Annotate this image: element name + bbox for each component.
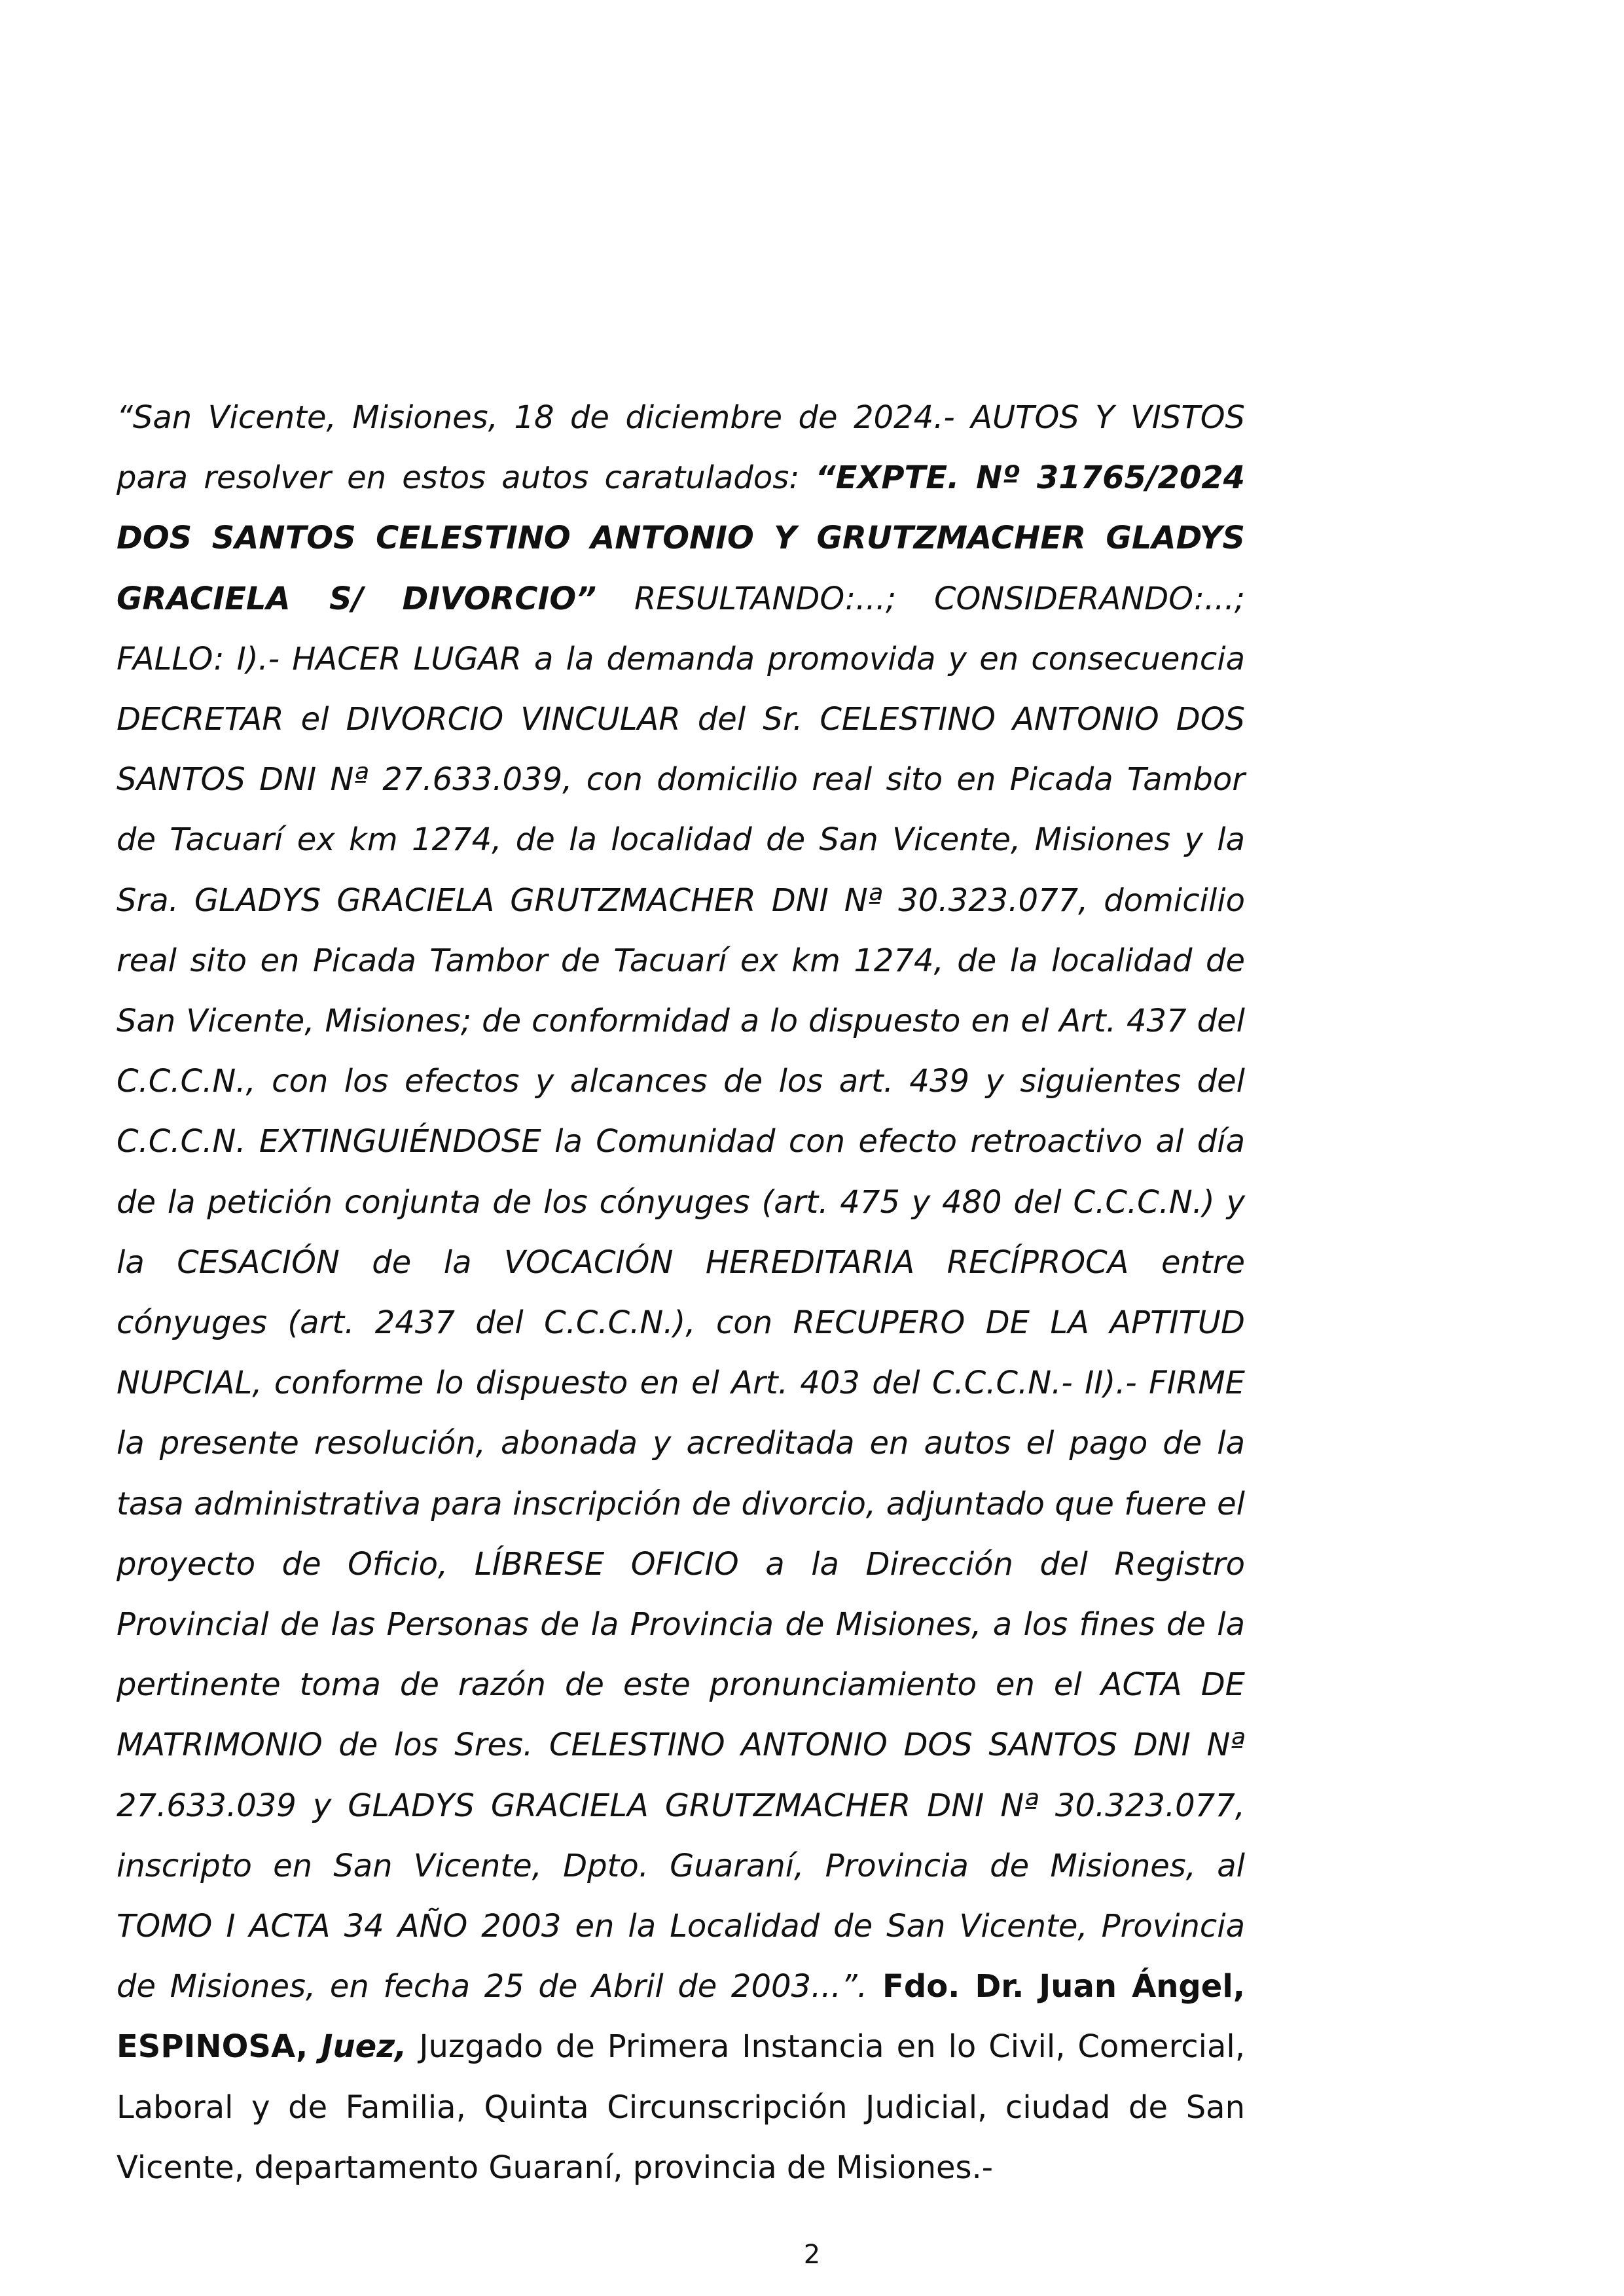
signature-role: Juez, [308,2028,407,2066]
resolution-intro-text: “San Vicente, Misiones, 18 de diciembre de 2024.- AUTOS Y VISTOS para resolver en estos autos caratulados: [117,399,1245,497]
page-number: 2 [803,2240,821,2270]
resolution-paragraph [117,387,1245,2198]
signature-name: Fdo. Dr. Juan Ángel, ESPINOSA, [117,1968,1245,2066]
resolution-ruling-text: RESULTANDO:...; CONSIDERANDO:...; FALLO: I).- HACER LUGAR a la demanda promovida y en consecuencia DECRETAR el DIVORCIO VINCULAR del Sr. CELESTINO ANTONIO DOS SANTOS DNI Nª 27.633.039, con domicilio real sito en Picada Tambor de Tacuarí ex km 1274, de la localidad de San Vicente, Misiones y la Sra. GLADYS GRACIELA GRUTZMACHER DNI Nª 30.323.077, domicilio real sito en Picada Tambor de Tacuarí ex km 1274, de la localidad de San Vicente, Misiones; de conformidad a lo dispuesto en el Art. 437 del C.C.C.N., con los efectos y alcances de los art. 439 y siguientes del C.C.C.N. EXTINGUIÉNDOSE la Comunidad con efecto retroactivo al día de la petición conjunta de los cónyuges (art. 475 y 480 del C.C.C.N.) y la CESACIÓN de la VOCACIÓN HEREDITARIA RECÍPROCA entre cónyuges (art. 2437 del C.C.C.N.), con RECUPERO DE LA APTITUD NUPCIAL, conforme lo dispuesto en el Art. 403 del C.C.C.N.- II).- FIRME la presente resolución, abonada y acreditada en autos el pago de la tasa administrativa para inscripción de divorcio, adjuntado que fuere el proyecto de Oficio, LÍBRESE OFICIO a la Dirección del Registro Provincial de las Personas de la Provincia de Misiones, a los fines de la pertinente toma de razón de este pronunciamiento en el ACTA DE MATRIMONIO de los Sres. CELESTINO ANTONIO DOS SANTOS DNI Nª 27.633.039 y GLADYS GRACIELA GRUTZMACHER DNI Nª 30.323.077, inscripto en San Vicente, Dpto. Guaraní, Provincia de Misiones, al TOMO I ACTA 34 AÑO 2003 en la Localidad de San Vicente, Provincia de Misiones, en fecha 25 de Abril de 2003...”. [117,580,1245,2005]
case-title: “EXPTE. Nº 31765/2024 DOS SANTOS CELESTINO ANTONIO Y GRUTZMACHER GLADYS GRACIELA S/ DIVORCIO” [117,459,1246,617]
court-name: Juzgado de Primera Instancia en lo Civil, Comercial, Laboral y de Familia, Quinta Circunscripción Judicial, ciudad de San Vicente, departamento Guaraní, provincia de Misiones.- [117,2028,1245,2186]
